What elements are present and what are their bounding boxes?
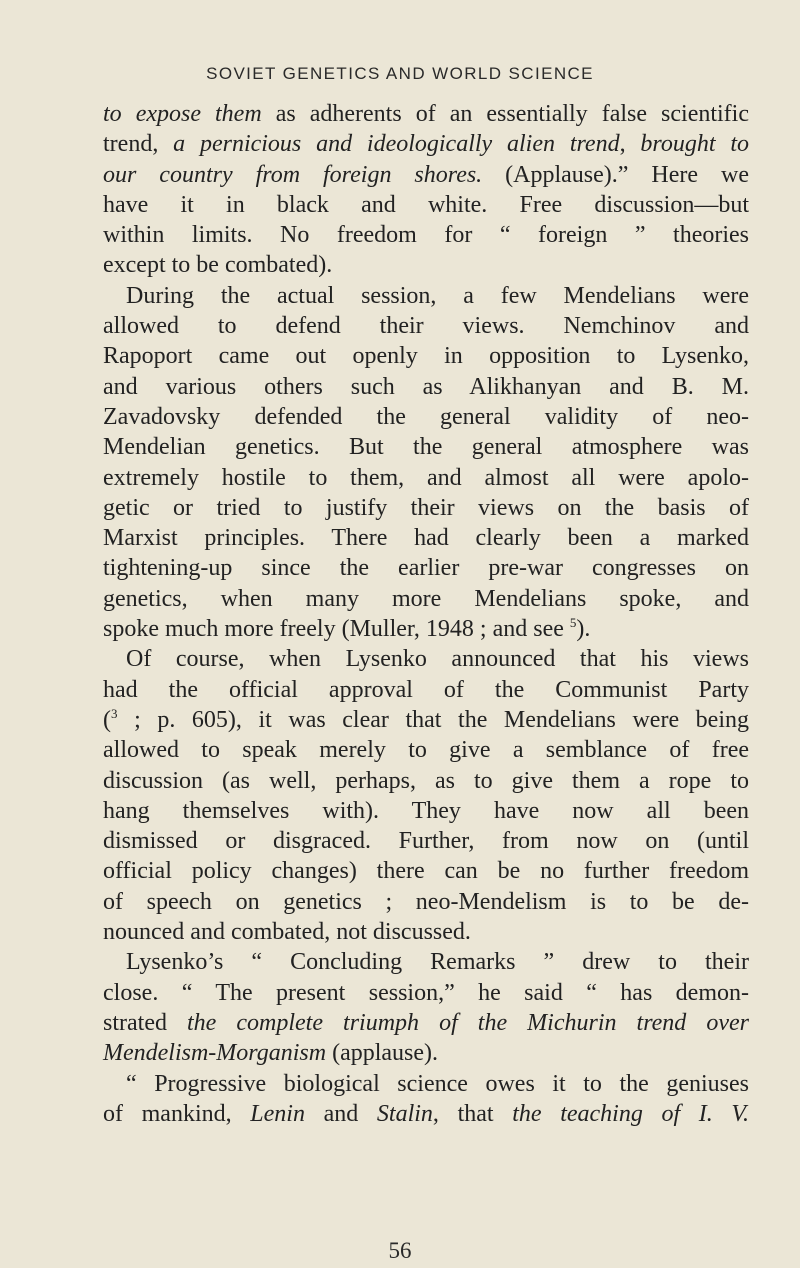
text-segment: as adherents of an essentially false scientific: [261, 101, 749, 127]
text-line: [103, 99, 749, 129]
text-line: [103, 1069, 749, 1099]
italic-text: the teaching of I. V.: [512, 1100, 749, 1127]
text-segment: allowed to speak merely to give a semblance of free: [103, 737, 749, 764]
text-line: [103, 856, 749, 886]
italic-text: to expose them: [103, 101, 262, 127]
text-segment: During the actual session, a few Mendelians were: [126, 282, 749, 309]
text-line: [103, 1038, 749, 1068]
text-line: [103, 978, 749, 1008]
text-segment: except to be combated).: [103, 252, 333, 279]
text-line: [103, 675, 749, 705]
text-line: [103, 1008, 749, 1038]
italic-text: Stalin: [376, 1100, 433, 1127]
text-segment: and various others such as Alikhanyan and B. M.: [103, 373, 749, 400]
text-segment: Lysenko’s “ Concluding Remarks ” drew to their: [126, 949, 749, 976]
text-segment: strated: [103, 1009, 188, 1036]
text-line: [103, 584, 749, 614]
text-segment: “ Progressive biological science owes it to the geniuses: [126, 1070, 749, 1097]
text-segment: genetics, when many more Mendelians spoke, and: [103, 585, 749, 612]
text-line: [103, 1099, 749, 1129]
page-number: 56: [388, 1238, 412, 1263]
italic-text: the complete triumph of the Michurin trend over: [187, 1009, 749, 1036]
text-line: [103, 614, 749, 644]
text-segment: of mankind,: [103, 1100, 251, 1127]
reference-superscript: 5: [569, 615, 577, 631]
text-segment: trend,: [103, 131, 174, 158]
text-segment: Mendelian genetics. But the general atmosphere was: [103, 434, 749, 461]
text-line: [103, 493, 749, 523]
text-line: [103, 220, 749, 250]
text-line: [103, 523, 749, 553]
text-segment: and: [304, 1100, 377, 1127]
text-line: [103, 796, 749, 826]
text-line: [103, 281, 749, 311]
italic-text: a pernicious and ideologically alien trend: [173, 131, 620, 158]
text-line: [103, 826, 749, 856]
text-segment: ,: [619, 131, 641, 158]
text-line: [103, 250, 749, 280]
text-line: [103, 553, 749, 583]
text-line: [103, 735, 749, 765]
text-segment: discussion (as well, perhaps, as to give them a rope to: [103, 767, 749, 794]
text-segment: getic or tried to justify their views on the basis of: [103, 494, 749, 521]
text-segment: spoke much more freely (Muller, 1948 ; and see: [103, 616, 570, 643]
reference-superscript: 3: [111, 705, 118, 721]
text-segment: (: [103, 706, 111, 733]
text-line: [103, 917, 749, 947]
text-line: [103, 644, 749, 674]
text-segment: nounced and combated, not discussed.: [103, 919, 471, 946]
text-line: [103, 463, 749, 493]
text-segment: of speech on genetics ; neo-Mendelism is to be de-: [103, 888, 749, 915]
text-segment: Of course, when Lysenko announced that his views: [126, 646, 749, 673]
text-line: [103, 311, 749, 341]
text-segment: official policy changes) there can be no further freedom: [103, 858, 749, 885]
italic-text: brought to: [640, 131, 750, 158]
italic-text: Lenin: [250, 1100, 305, 1127]
text-line: [103, 432, 749, 462]
italic-text: our country from foreign shores.: [103, 161, 483, 188]
text-line: [103, 372, 749, 402]
text-segment: , that: [432, 1100, 513, 1127]
body-text: [103, 99, 749, 1129]
text-line: [103, 947, 749, 977]
text-segment: within limits. No freedom for “ foreign ” theories: [103, 222, 749, 249]
text-segment: extremely hostile to them, and almost all were apolo-: [103, 464, 749, 491]
running-head: SOVIET GENETICS AND WORLD SCIENCE: [206, 64, 594, 83]
text-line: [103, 705, 749, 735]
text-segment: tightening-up since the earlier pre-war congresses on: [103, 555, 749, 582]
text-segment: had the official approval of the Communist Party: [103, 676, 749, 703]
text-segment: (applause).: [326, 1040, 439, 1067]
text-segment: hang themselves with). They have now all been: [103, 797, 749, 824]
text-segment: have it in black and white. Free discussion—but: [103, 191, 749, 218]
text-segment: (Applause).” Here we: [482, 161, 749, 188]
text-segment: dismissed or disgraced. Further, from now on (until: [103, 828, 749, 855]
text-segment: ; p. 605), it was clear that the Mendelians were being: [117, 706, 749, 733]
text-segment: Marxist principles. There had clearly been a marked: [103, 525, 749, 552]
text-segment: close. “ The present session,” he said “ has demon-: [103, 979, 749, 1006]
text-line: [103, 766, 749, 796]
italic-text: Mendelism-Morganism: [103, 1040, 327, 1067]
text-segment: Zavadovsky defended the general validity of neo-: [103, 403, 749, 430]
text-segment: ).: [576, 616, 591, 643]
text-segment: allowed to defend their views. Nemchinov and: [103, 313, 749, 340]
text-line: [103, 160, 749, 190]
text-line: [103, 341, 749, 371]
text-line: [103, 129, 749, 159]
text-line: [103, 402, 749, 432]
text-line: [103, 190, 749, 220]
text-line: [103, 887, 749, 917]
text-segment: Rapoport came out openly in opposition to Lysenko,: [103, 343, 749, 370]
